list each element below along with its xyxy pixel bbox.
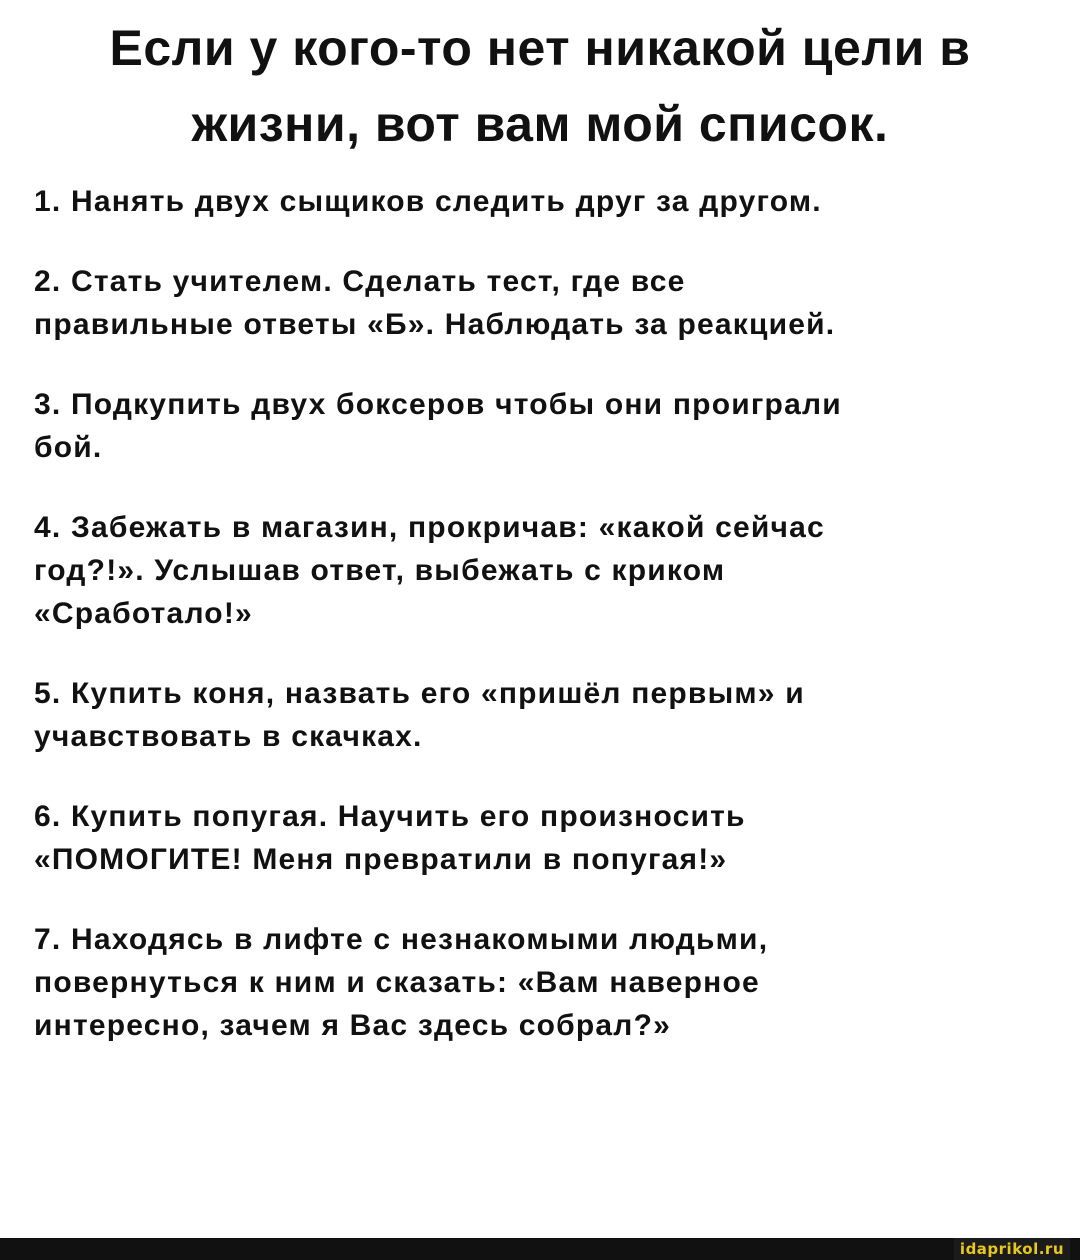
title-line-2: жизни, вот вам мой список.	[191, 96, 889, 152]
list-item-line: 1. Нанять двух сыщиков следить друг за другом.	[34, 185, 822, 218]
list-item-line: правильные ответы «Б». Наблюдать за реакцией.	[34, 308, 836, 341]
list-item	[34, 260, 1054, 346]
watermark-label: idaprikol.ru	[954, 1238, 1070, 1260]
list-item-line: повернуться к ним и сказать: «Вам наверное	[34, 966, 760, 999]
bottom-bar	[0, 1238, 1080, 1260]
list-item-line: 2. Стать учителем. Сделать тест, где все	[34, 265, 686, 298]
list-item	[34, 918, 1054, 1047]
list-item-line: интересно, зачем я Вас здесь собрал?»	[34, 1009, 671, 1042]
meme-title	[30, 10, 1050, 162]
list-item-line: бой.	[34, 431, 103, 464]
list-item	[34, 795, 1054, 881]
list-item	[34, 506, 1054, 635]
list-item-line: 6. Купить попугая. Научить его произносить	[34, 800, 746, 833]
list-item-line: «Сработало!»	[34, 597, 253, 630]
list-item-line: учавствовать в скачках.	[34, 720, 423, 753]
list-item-line: 3. Подкупить двух боксеров чтобы они проиграли	[34, 388, 842, 421]
list-item-line: 4. Забежать в магазин, прокричав: «какой сейчас	[34, 511, 825, 544]
list-item-line: 5. Купить коня, назвать его «пришёл первым» и	[34, 677, 805, 710]
list-item-line: год?!». Услышав ответ, выбежать с криком	[34, 554, 726, 587]
list-item-line: «ПОМОГИТЕ! Меня превратили в попугая!»	[34, 843, 728, 876]
list-item	[34, 180, 1054, 223]
list-item	[34, 672, 1054, 758]
list-item	[34, 383, 1054, 469]
list-item-line: 7. Находясь в лифте с незнакомыми людьми,	[34, 923, 769, 956]
title-line-1: Если у кого-то нет никакой цели в	[109, 20, 971, 76]
goals-list	[34, 180, 1054, 1084]
